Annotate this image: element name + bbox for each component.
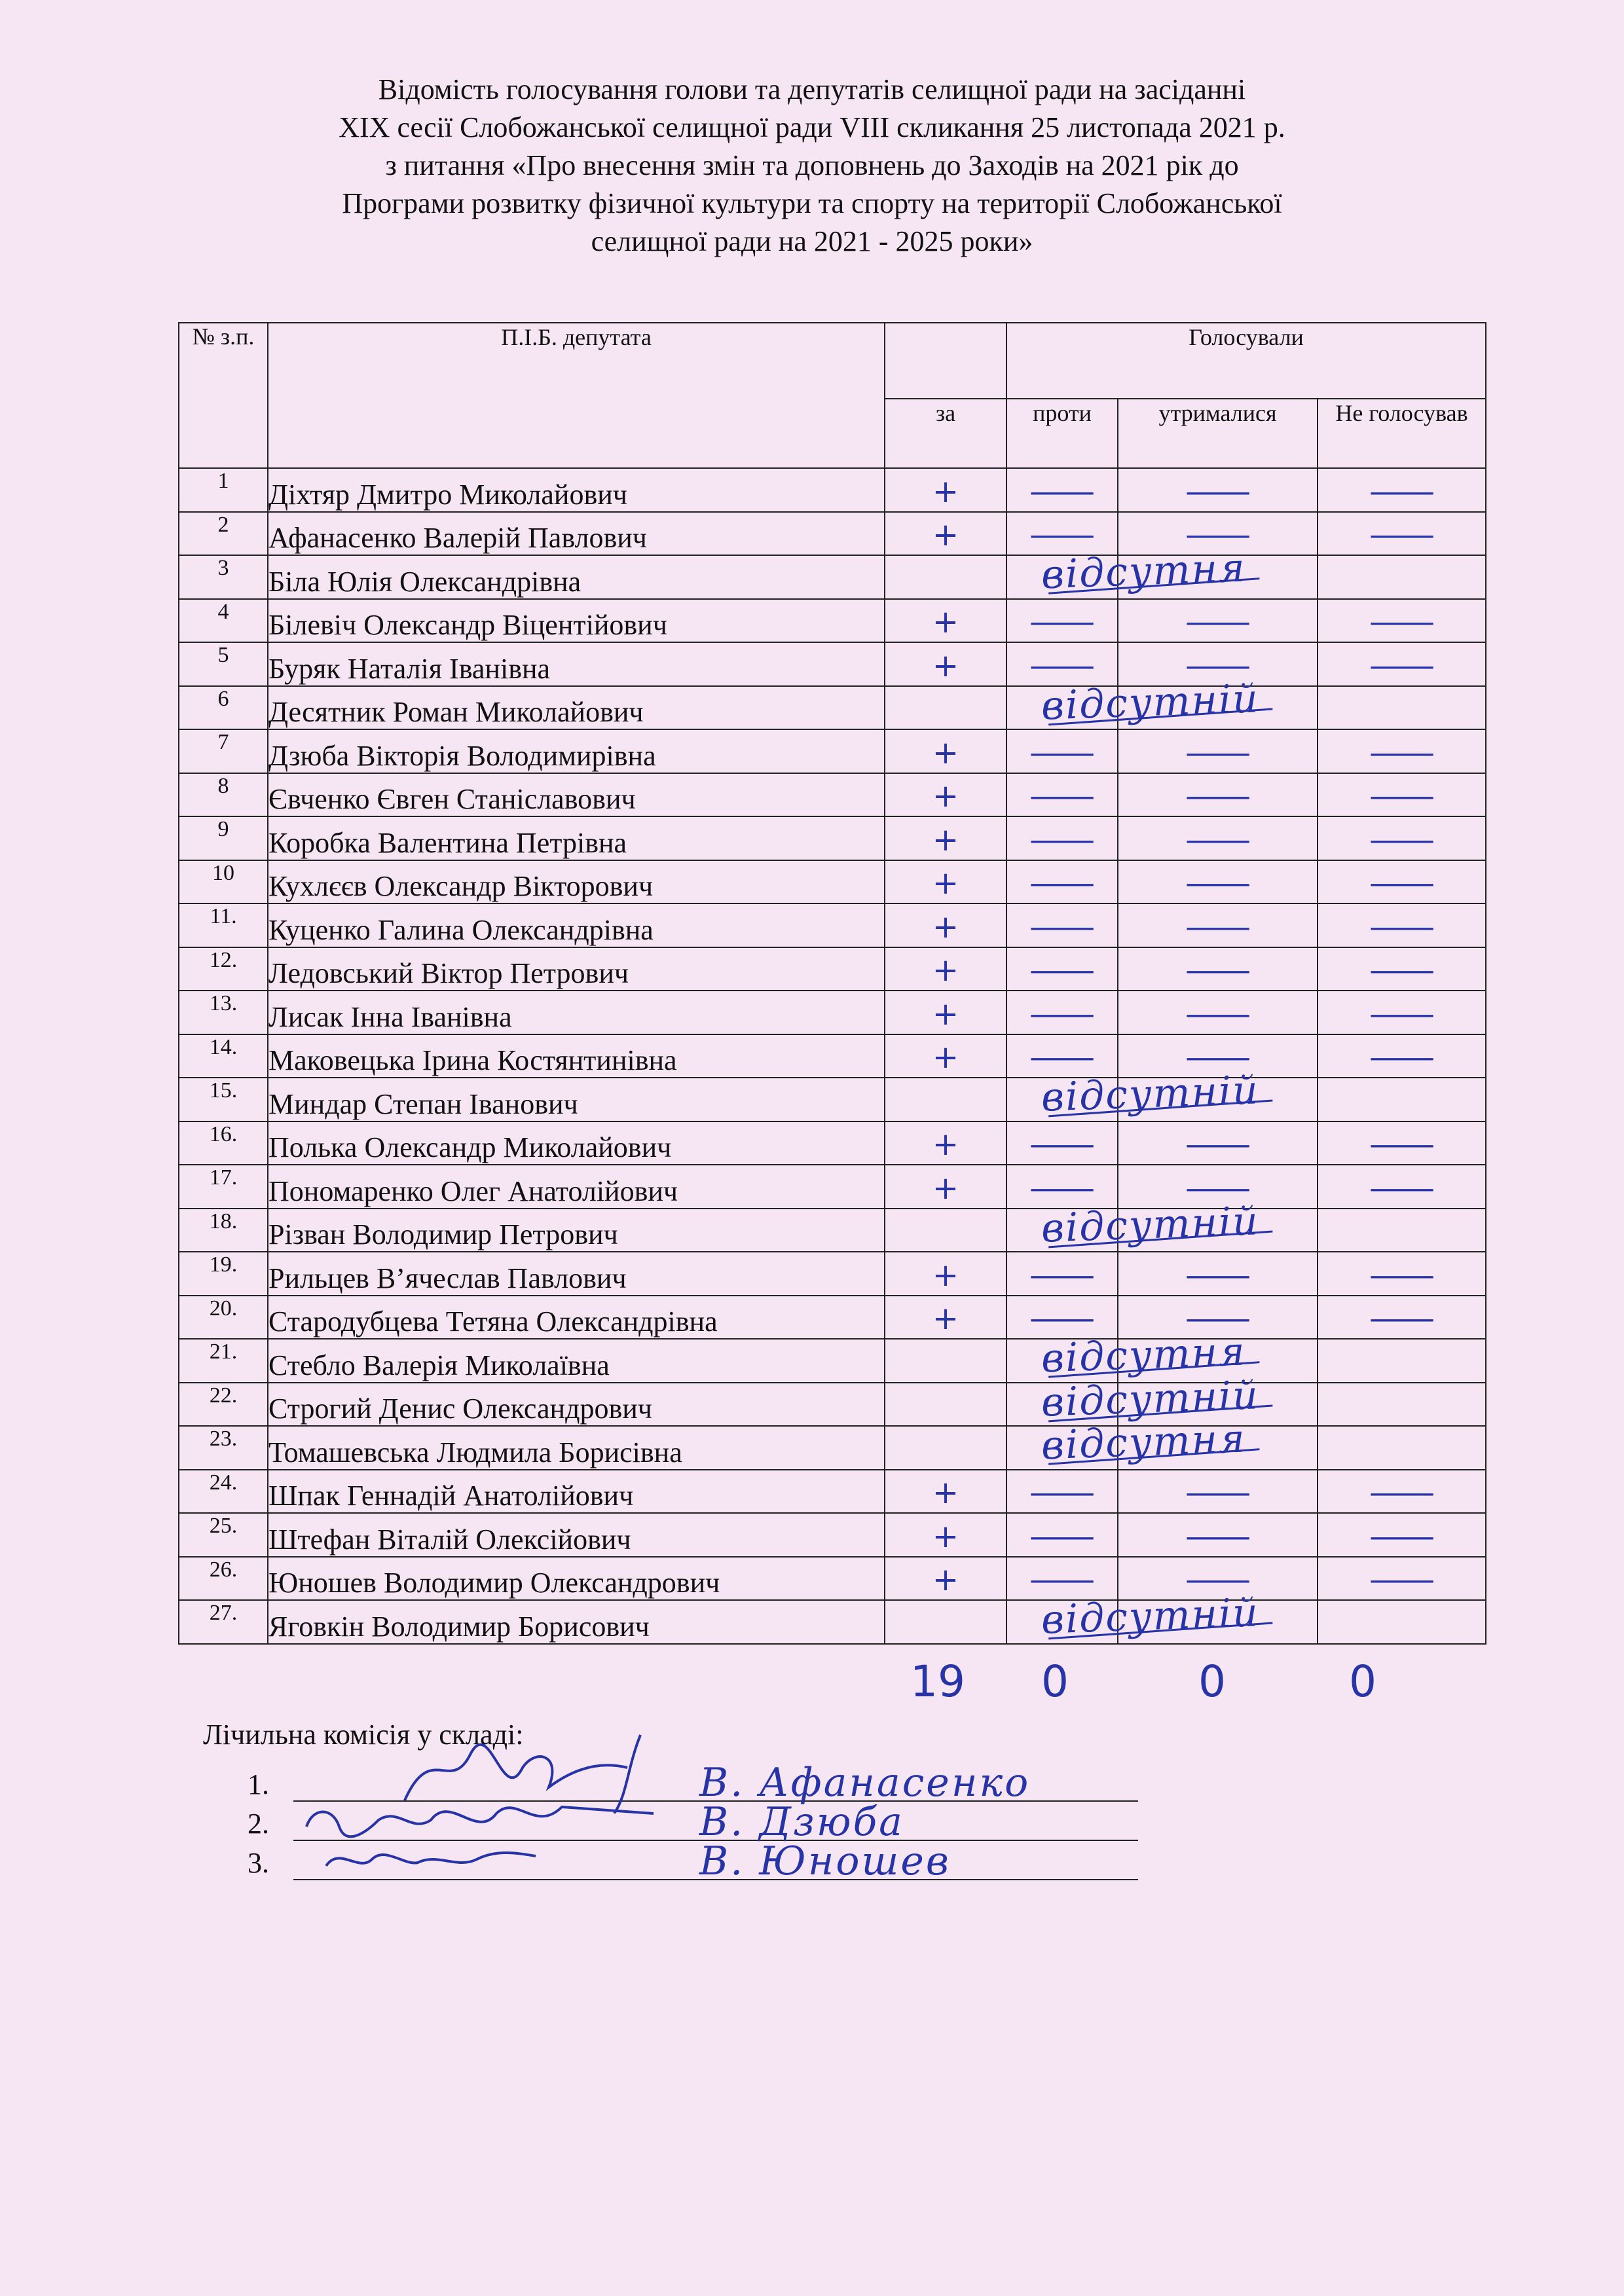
vote-not-voted-cell bbox=[1318, 468, 1486, 512]
vote-not-voted-cell bbox=[1318, 1252, 1486, 1296]
vote-for-cell bbox=[885, 1513, 1006, 1557]
vote-for-cell bbox=[885, 1339, 1006, 1383]
dash-mark: — bbox=[1183, 778, 1253, 814]
dash-mark: — bbox=[1183, 1518, 1253, 1555]
deputy-name: Лисак Інна Іванівна bbox=[268, 991, 885, 1034]
table-row bbox=[179, 512, 1486, 556]
vote-for-cell bbox=[885, 686, 1006, 730]
dash-mark: — bbox=[1027, 995, 1097, 1032]
vote-not-voted-cell bbox=[1318, 555, 1486, 599]
deputy-name: Полька Олександр Миколайович bbox=[268, 1121, 885, 1165]
vote-against-cell bbox=[1006, 1165, 1118, 1209]
row-number: 18. bbox=[179, 1209, 268, 1252]
vote-for-cell bbox=[885, 1209, 1006, 1252]
table-row bbox=[179, 468, 1486, 512]
vote-not-voted-cell bbox=[1318, 1426, 1486, 1470]
row-number: 21. bbox=[179, 1339, 268, 1383]
dash-mark: — bbox=[1027, 778, 1097, 814]
vote-not-voted-cell bbox=[1318, 773, 1486, 817]
vote-not-voted-cell bbox=[1318, 816, 1486, 860]
table-body bbox=[179, 468, 1486, 1644]
plus-mark: + bbox=[932, 1300, 959, 1337]
deputy-name: Десятник Роман Миколайович bbox=[268, 686, 885, 730]
dash-mark: — bbox=[1367, 1039, 1437, 1076]
vote-not-voted-cell bbox=[1318, 686, 1486, 730]
vote-abstained-cell bbox=[1118, 1121, 1318, 1165]
deputy-name: Стародубцева Тетяна Олександрівна bbox=[268, 1296, 885, 1339]
dash-mark: — bbox=[1027, 1300, 1097, 1337]
plus-mark: + bbox=[932, 908, 959, 945]
row-number: 14. bbox=[179, 1034, 268, 1078]
vote-against-cell bbox=[1006, 1470, 1118, 1514]
member-name: В. Дзюба bbox=[699, 1799, 904, 1845]
vote-not-voted-cell bbox=[1318, 1296, 1486, 1339]
vote-against-cell bbox=[1006, 512, 1118, 556]
dash-mark: — bbox=[1027, 604, 1097, 640]
table-row bbox=[179, 1339, 1486, 1383]
dash-mark: — bbox=[1183, 908, 1253, 945]
title-line-2: XIX сесії Слобожанської селищної ради VIII скликання 25 листопада 2021 р. bbox=[339, 111, 1285, 143]
row-number: 13. bbox=[179, 991, 268, 1034]
dash-mark: — bbox=[1183, 952, 1253, 989]
row-number: 4 bbox=[179, 599, 268, 643]
title-line-3: з питання «Про внесення змін та доповнень до Заходів на 2021 рік до bbox=[385, 149, 1239, 181]
deputy-name: Євченко Євген Станіславович bbox=[268, 773, 885, 817]
vote-for-cell bbox=[885, 991, 1006, 1034]
dash-mark: — bbox=[1027, 1169, 1097, 1207]
dash-mark: — bbox=[1367, 517, 1437, 553]
member-index: 3. bbox=[248, 1847, 269, 1879]
dash-mark: — bbox=[1183, 1169, 1253, 1207]
table-row bbox=[179, 1557, 1486, 1601]
dash-mark: — bbox=[1183, 1474, 1253, 1511]
dash-mark: — bbox=[1367, 1518, 1437, 1555]
vote-for-cell bbox=[885, 1426, 1006, 1470]
absent-note: відсутній bbox=[1040, 675, 1260, 729]
row-number: 2 bbox=[179, 512, 268, 556]
vote-not-voted-cell bbox=[1318, 947, 1486, 991]
row-number: 19. bbox=[179, 1252, 268, 1296]
row-number: 10 bbox=[179, 860, 268, 904]
absent-note: відсутній bbox=[1040, 1197, 1260, 1252]
member-name: В. Юношев bbox=[699, 1838, 951, 1884]
deputy-name: Біла Юлія Олександрівна bbox=[268, 555, 885, 599]
vote-abstained-cell bbox=[1118, 729, 1318, 773]
vote-abstained-cell bbox=[1118, 1470, 1318, 1514]
table-row bbox=[179, 773, 1486, 817]
header-name: П.І.Б. депутата bbox=[268, 323, 885, 468]
commission-member-3 bbox=[248, 1838, 1138, 1886]
commission-label: Лічильна комісія у складі: bbox=[203, 1719, 524, 1751]
vote-for-cell bbox=[885, 860, 1006, 904]
dash-mark: — bbox=[1183, 865, 1253, 902]
vote-abstained-cell bbox=[1118, 468, 1318, 512]
deputy-name: Строгий Денис Олександрович bbox=[268, 1383, 885, 1427]
row-number: 9 bbox=[179, 816, 268, 860]
absent-note: відсутня bbox=[1040, 1328, 1247, 1382]
signature-3-icon bbox=[287, 1807, 706, 1892]
dash-mark: — bbox=[1367, 604, 1437, 640]
total-not-voted: 0 bbox=[1349, 1656, 1376, 1707]
header-abstained: утрималися bbox=[1118, 399, 1318, 468]
vote-for-cell bbox=[885, 947, 1006, 991]
vote-for-cell bbox=[885, 1296, 1006, 1339]
table-row bbox=[179, 1209, 1486, 1252]
vote-for-cell bbox=[885, 1470, 1006, 1514]
dash-mark: — bbox=[1367, 952, 1437, 989]
vote-for-cell bbox=[885, 1034, 1006, 1078]
deputy-name: Томашевська Людмила Борисівна bbox=[268, 1426, 885, 1470]
dash-mark: — bbox=[1367, 647, 1437, 684]
table-row bbox=[179, 816, 1486, 860]
row-number: 11. bbox=[179, 903, 268, 947]
dash-mark: — bbox=[1183, 473, 1253, 510]
dash-mark: — bbox=[1367, 995, 1437, 1032]
dash-mark: — bbox=[1027, 821, 1097, 858]
dash-mark: — bbox=[1367, 821, 1437, 858]
dash-mark: — bbox=[1027, 1474, 1097, 1511]
table-row bbox=[179, 1513, 1486, 1557]
title-line-4: Програми розвитку фізичної культури та спорту на території Слобожанської bbox=[342, 187, 1282, 219]
total-abstained: 0 bbox=[1198, 1656, 1226, 1707]
vote-for-cell bbox=[885, 816, 1006, 860]
vote-against-cell bbox=[1006, 1121, 1118, 1165]
vote-against-cell bbox=[1006, 1557, 1118, 1601]
row-number: 15. bbox=[179, 1078, 268, 1121]
row-number: 16. bbox=[179, 1121, 268, 1165]
vote-not-voted-cell bbox=[1318, 1383, 1486, 1427]
plus-mark: + bbox=[932, 995, 959, 1032]
table-row bbox=[179, 1296, 1486, 1339]
table-row bbox=[179, 903, 1486, 947]
dash-mark: — bbox=[1367, 1300, 1437, 1337]
dash-mark: — bbox=[1183, 1256, 1253, 1294]
deputy-name: Рильцев В’ячеслав Павлович bbox=[268, 1252, 885, 1296]
row-number: 5 bbox=[179, 642, 268, 686]
absent-note: відсутній bbox=[1040, 1590, 1260, 1643]
header-number: № з.п. bbox=[179, 323, 268, 468]
header-not-voted: Не голосував bbox=[1318, 399, 1486, 468]
table-row bbox=[179, 1426, 1486, 1470]
deputy-name: Коробка Валентина Петрівна bbox=[268, 816, 885, 860]
vote-abstained-cell bbox=[1118, 903, 1318, 947]
absent-note: відсутній bbox=[1040, 1067, 1260, 1121]
deputy-name: Білевіч Олександр Віцентійович bbox=[268, 599, 885, 643]
dash-mark: — bbox=[1367, 734, 1437, 771]
dash-mark: — bbox=[1027, 647, 1097, 684]
vote-abstained-cell bbox=[1118, 816, 1318, 860]
plus-mark: + bbox=[932, 734, 959, 771]
plus-mark: + bbox=[932, 517, 959, 553]
title-line-5: селищної ради на 2021 - 2025 роки» bbox=[591, 225, 1033, 257]
absent-note: відсутня bbox=[1040, 1415, 1247, 1469]
vote-against-cell bbox=[1006, 1296, 1118, 1339]
plus-mark: + bbox=[932, 1039, 959, 1076]
vote-against-cell bbox=[1006, 729, 1118, 773]
vote-for-cell bbox=[885, 599, 1006, 643]
row-number: 1 bbox=[179, 468, 268, 512]
vote-not-voted-cell bbox=[1318, 860, 1486, 904]
deputy-name: Стебло Валерія Миколаївна bbox=[268, 1339, 885, 1383]
dash-mark: — bbox=[1183, 995, 1253, 1032]
deputy-name: Кухлєєв Олександр Вікторович bbox=[268, 860, 885, 904]
table-row bbox=[179, 729, 1486, 773]
vote-for-cell bbox=[885, 1383, 1006, 1427]
dash-mark: — bbox=[1183, 1126, 1253, 1163]
deputy-name: Різван Володимир Петрович bbox=[268, 1209, 885, 1252]
vote-not-voted-cell bbox=[1318, 1470, 1486, 1514]
vote-for-cell bbox=[885, 555, 1006, 599]
deputy-name: Маковецька Ірина Костянтинівна bbox=[268, 1034, 885, 1078]
dash-mark: — bbox=[1027, 1518, 1097, 1555]
vote-not-voted-cell bbox=[1318, 903, 1486, 947]
table-row bbox=[179, 1034, 1486, 1078]
row-number: 6 bbox=[179, 686, 268, 730]
row-number: 8 bbox=[179, 773, 268, 817]
vote-against-cell bbox=[1006, 816, 1118, 860]
vote-not-voted-cell bbox=[1318, 1557, 1486, 1601]
plus-mark: + bbox=[932, 778, 959, 814]
member-name: В. Афанасенко bbox=[699, 1760, 1031, 1806]
plus-mark: + bbox=[932, 821, 959, 858]
table-row bbox=[179, 1383, 1486, 1427]
header-against: проти bbox=[1006, 399, 1118, 468]
dash-mark: — bbox=[1027, 1126, 1097, 1163]
row-number: 7 bbox=[179, 729, 268, 773]
vote-not-voted-cell bbox=[1318, 1339, 1486, 1383]
dash-mark: — bbox=[1027, 734, 1097, 771]
dash-mark: — bbox=[1367, 1169, 1437, 1207]
dash-mark: — bbox=[1183, 517, 1253, 553]
vote-abstained-cell bbox=[1118, 991, 1318, 1034]
dash-mark: — bbox=[1027, 473, 1097, 510]
member-index: 2. bbox=[248, 1808, 269, 1840]
plus-mark: + bbox=[932, 473, 959, 510]
vote-against-cell bbox=[1006, 642, 1118, 686]
header-for: за bbox=[885, 399, 1006, 468]
dash-mark: — bbox=[1183, 1561, 1253, 1598]
vote-for-cell bbox=[885, 1078, 1006, 1121]
table-row bbox=[179, 1600, 1486, 1644]
dash-mark: — bbox=[1183, 604, 1253, 640]
vote-not-voted-cell bbox=[1318, 1209, 1486, 1252]
row-number: 12. bbox=[179, 947, 268, 991]
vote-not-voted-cell bbox=[1318, 729, 1486, 773]
vote-not-voted-cell bbox=[1318, 512, 1486, 556]
row-number: 25. bbox=[179, 1513, 268, 1557]
row-number: 26. bbox=[179, 1557, 268, 1601]
total-for: 19 bbox=[910, 1656, 965, 1707]
dash-mark: — bbox=[1367, 1474, 1437, 1511]
vote-not-voted-cell bbox=[1318, 1600, 1486, 1644]
dash-mark: — bbox=[1367, 473, 1437, 510]
dash-mark: — bbox=[1027, 1561, 1097, 1598]
vote-for-cell bbox=[885, 1600, 1006, 1644]
row-number: 17. bbox=[179, 1165, 268, 1209]
dash-mark: — bbox=[1027, 1256, 1097, 1294]
vote-for-cell bbox=[885, 1165, 1006, 1209]
dash-mark: — bbox=[1183, 821, 1253, 858]
row-number: 22. bbox=[179, 1383, 268, 1427]
plus-mark: + bbox=[932, 1169, 959, 1207]
vote-abstained-cell bbox=[1118, 860, 1318, 904]
vote-against-cell bbox=[1006, 1034, 1118, 1078]
table-row bbox=[179, 686, 1486, 730]
table-row bbox=[179, 642, 1486, 686]
deputy-name: Штефан Віталій Олексійович bbox=[268, 1513, 885, 1557]
vote-not-voted-cell bbox=[1318, 642, 1486, 686]
vote-against-cell bbox=[1006, 1252, 1118, 1296]
vote-for-cell bbox=[885, 512, 1006, 556]
header-voted: Голосували bbox=[1006, 323, 1486, 399]
vote-against-cell bbox=[1006, 991, 1118, 1034]
deputy-name: Пономаренко Олег Анатолійович bbox=[268, 1165, 885, 1209]
absent-note: відсутній bbox=[1040, 1372, 1260, 1426]
deputy-name: Буряк Наталія Іванівна bbox=[268, 642, 885, 686]
dash-mark: — bbox=[1183, 1300, 1253, 1337]
vote-for-cell bbox=[885, 1557, 1006, 1601]
vote-against-cell bbox=[1006, 947, 1118, 991]
vote-not-voted-cell bbox=[1318, 1121, 1486, 1165]
plus-mark: + bbox=[932, 647, 959, 684]
dash-mark: — bbox=[1027, 952, 1097, 989]
title-line-1: Відомість голосування голови та депутатів селищної ради на засіданні bbox=[378, 73, 1246, 105]
dash-mark: — bbox=[1367, 1126, 1437, 1163]
document-title bbox=[170, 71, 1454, 261]
vote-against-cell bbox=[1006, 903, 1118, 947]
vote-for-cell bbox=[885, 468, 1006, 512]
deputy-name: Шпак Геннадій Анатолійович bbox=[268, 1470, 885, 1514]
member-index: 1. bbox=[248, 1768, 269, 1800]
deputy-name: Діхтяр Дмитро Миколайович bbox=[268, 468, 885, 512]
dash-mark: — bbox=[1027, 1039, 1097, 1076]
vote-for-cell bbox=[885, 1252, 1006, 1296]
vote-not-voted-cell bbox=[1318, 1513, 1486, 1557]
dash-mark: — bbox=[1027, 517, 1097, 553]
vote-not-voted-cell bbox=[1318, 991, 1486, 1034]
dash-mark: — bbox=[1183, 647, 1253, 684]
vote-not-voted-cell bbox=[1318, 1078, 1486, 1121]
vote-abstained-cell bbox=[1118, 1252, 1318, 1296]
header-empty bbox=[885, 323, 1006, 399]
row-number: 27. bbox=[179, 1600, 268, 1644]
plus-mark: + bbox=[932, 1126, 959, 1163]
dash-mark: — bbox=[1367, 1561, 1437, 1598]
plus-mark: + bbox=[932, 1256, 959, 1294]
row-number: 23. bbox=[179, 1426, 268, 1470]
vote-against-cell bbox=[1006, 468, 1118, 512]
vote-against-cell bbox=[1006, 599, 1118, 643]
vote-against-cell bbox=[1006, 773, 1118, 817]
plus-mark: + bbox=[932, 865, 959, 902]
vote-not-voted-cell bbox=[1318, 599, 1486, 643]
deputy-name: Куценко Галина Олександрівна bbox=[268, 903, 885, 947]
dash-mark: — bbox=[1183, 734, 1253, 771]
vote-abstained-cell bbox=[1118, 599, 1318, 643]
plus-mark: + bbox=[932, 1561, 959, 1598]
dash-mark: — bbox=[1367, 908, 1437, 945]
vote-for-cell bbox=[885, 773, 1006, 817]
deputy-name: Юношев Володимир Олександрович bbox=[268, 1557, 885, 1601]
deputy-name: Дзюба Вікторія Володимирівна bbox=[268, 729, 885, 773]
vote-abstained-cell bbox=[1118, 1513, 1318, 1557]
vote-against-cell bbox=[1006, 1513, 1118, 1557]
deputy-name: Ледовський Віктор Петрович bbox=[268, 947, 885, 991]
table-row bbox=[179, 1470, 1486, 1514]
deputy-name: Афанасенко Валерій Павлович bbox=[268, 512, 885, 556]
vote-for-cell bbox=[885, 729, 1006, 773]
vote-not-voted-cell bbox=[1318, 1165, 1486, 1209]
vote-abstained-cell bbox=[1118, 947, 1318, 991]
table-row bbox=[179, 1078, 1486, 1121]
table-row bbox=[179, 991, 1486, 1034]
table-row bbox=[179, 860, 1486, 904]
vote-for-cell bbox=[885, 642, 1006, 686]
plus-mark: + bbox=[932, 1474, 959, 1511]
deputy-name: Яговкін Володимир Борисович bbox=[268, 1600, 885, 1644]
vote-for-cell bbox=[885, 903, 1006, 947]
plus-mark: + bbox=[932, 1518, 959, 1555]
table-row bbox=[179, 1252, 1486, 1296]
vote-not-voted-cell bbox=[1318, 1034, 1486, 1078]
row-number: 24. bbox=[179, 1470, 268, 1514]
dash-mark: — bbox=[1367, 778, 1437, 814]
dash-mark: — bbox=[1027, 908, 1097, 945]
vote-against-cell bbox=[1006, 860, 1118, 904]
deputy-name: Миндар Степан Іванович bbox=[268, 1078, 885, 1121]
table-row bbox=[179, 599, 1486, 643]
table-row bbox=[179, 1165, 1486, 1209]
dash-mark: — bbox=[1183, 1039, 1253, 1076]
table-row bbox=[179, 1121, 1486, 1165]
dash-mark: — bbox=[1367, 865, 1437, 902]
voting-table bbox=[178, 322, 1486, 1645]
total-against: 0 bbox=[1041, 1656, 1069, 1707]
plus-mark: + bbox=[932, 952, 959, 989]
vote-for-cell bbox=[885, 1121, 1006, 1165]
vote-abstained-cell bbox=[1118, 773, 1318, 817]
table-row bbox=[179, 555, 1486, 599]
row-number: 20. bbox=[179, 1296, 268, 1339]
row-number: 3 bbox=[179, 555, 268, 599]
plus-mark: + bbox=[932, 604, 959, 640]
table-row bbox=[179, 947, 1486, 991]
dash-mark: — bbox=[1367, 1256, 1437, 1294]
absent-note: відсутня bbox=[1040, 545, 1247, 598]
dash-mark: — bbox=[1027, 865, 1097, 902]
